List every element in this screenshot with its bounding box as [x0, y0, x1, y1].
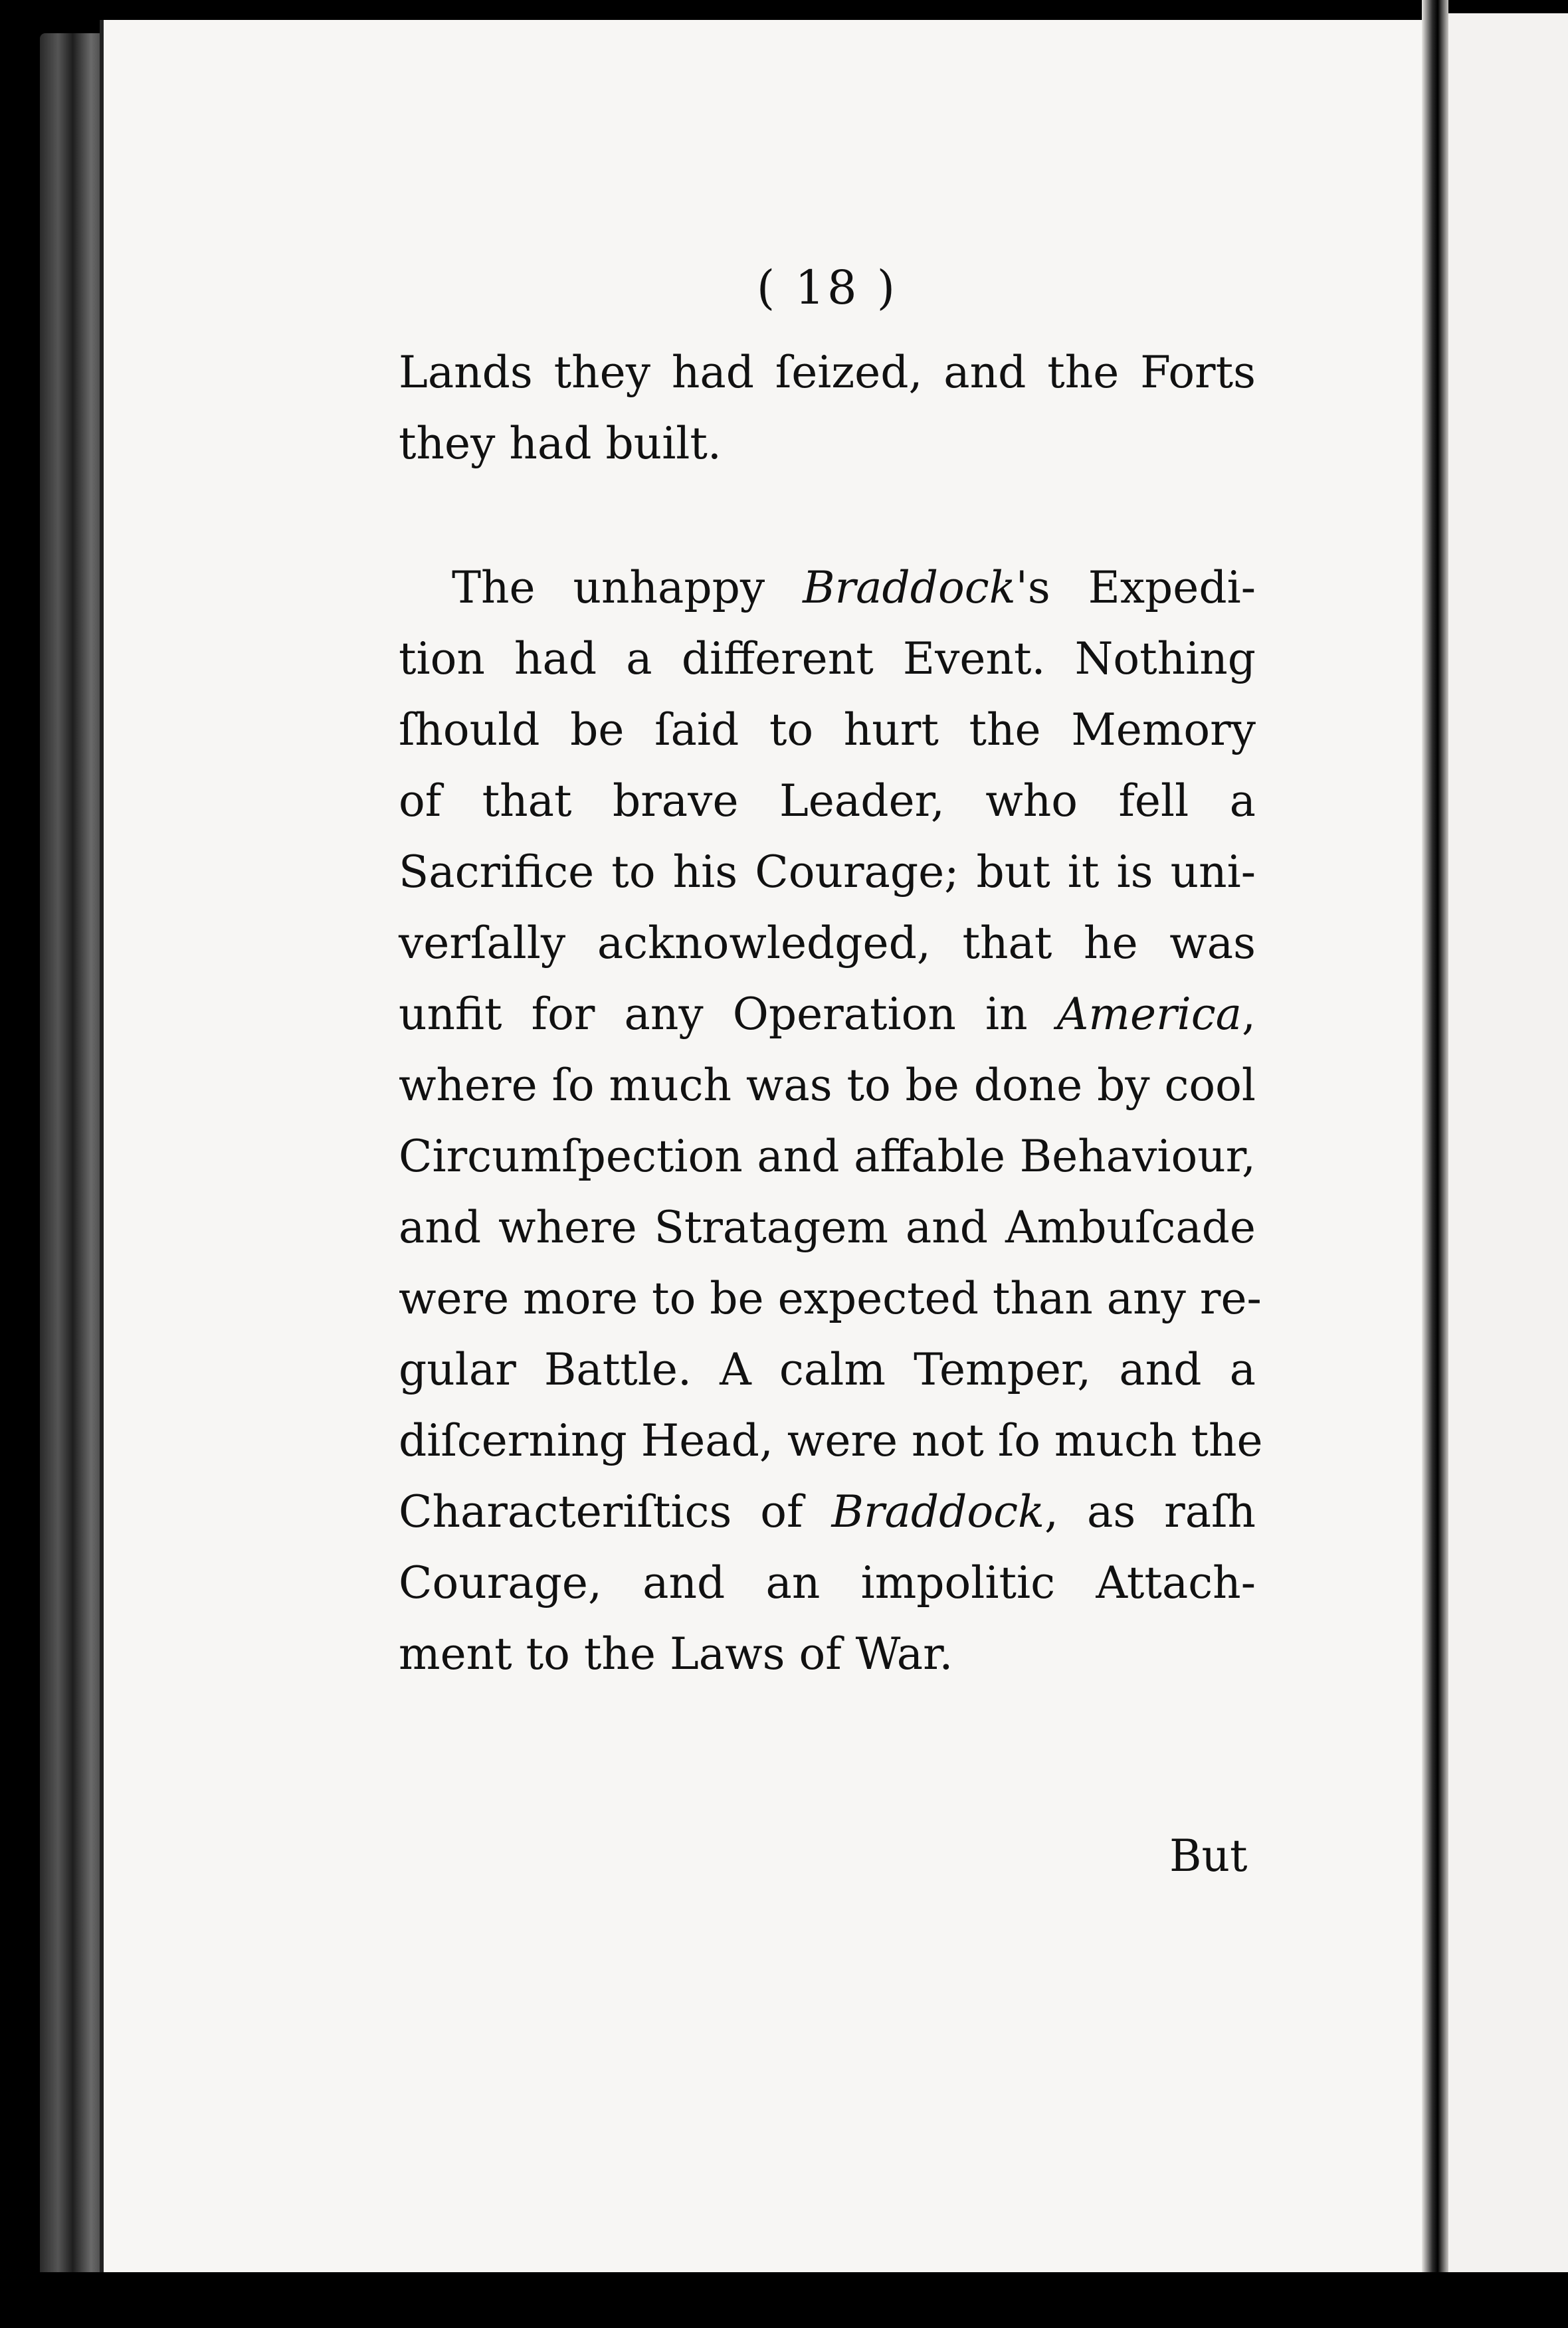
text-line: ment to the Laws of War. [399, 1628, 953, 1680]
paragraph-2 [399, 552, 1263, 1690]
text-line: and where Stratagem and Ambuſcade [399, 1202, 1256, 1253]
text-line: Circumſpection and affable Behaviour, [399, 1131, 1256, 1182]
paragraph-gap [399, 479, 1256, 552]
text-line: Characteriſtics of Braddock, as raſh [399, 1486, 1256, 1537]
page-number-header: ( 18 ) [756, 260, 898, 315]
text-line: Sacrifice to his Courage; but it is uni- [399, 846, 1256, 898]
catchword: But [1169, 1830, 1248, 1882]
facing-page-edge [1448, 13, 1568, 2285]
text-line: they had built. [399, 418, 722, 469]
text-line: verſally acknowledged, that he was [399, 918, 1256, 969]
text-line: The unhappy Braddock's Expedi- [452, 562, 1256, 613]
text-line: diſcerning Head, were not ſo much the [399, 1415, 1263, 1466]
text-line: Lands they had ſeized, and the Forts [399, 347, 1256, 398]
book-gutter [1422, 0, 1448, 2328]
text-line: where ſo much was to be done by cool [399, 1060, 1256, 1111]
text-line: were more to be expected than any re- [399, 1273, 1262, 1324]
text-line: of that brave Leader, who fell a [399, 775, 1256, 826]
text-line: tion had a different Event. Nothing [399, 633, 1256, 684]
text-line: unfit for any Operation in America, [399, 989, 1256, 1040]
page-text [399, 252, 1263, 1690]
text-line: ſhould be ſaid to hurt the Memory [399, 704, 1256, 755]
text-line: gular Battle. A calm Temper, and a [399, 1344, 1256, 1395]
bottom-border [0, 2272, 1568, 2328]
text-line: Courage, and an impolitic Attach- [399, 1557, 1256, 1608]
paragraph-1 [399, 337, 1256, 479]
